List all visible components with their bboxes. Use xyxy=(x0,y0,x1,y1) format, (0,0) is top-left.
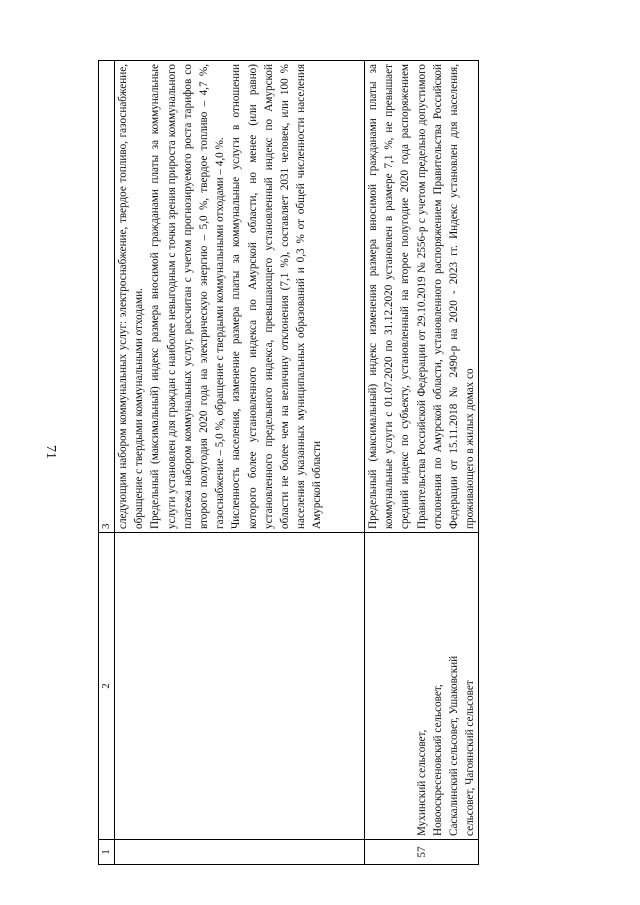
data-table xyxy=(98,60,479,865)
municipality-name: Саскалинский сельсовет, Ушаковский xyxy=(448,655,461,836)
table-row xyxy=(115,61,365,865)
row-number-cell: 57 xyxy=(365,840,479,865)
row-number-cell xyxy=(115,840,365,865)
municipality-name: Мухинский сельсовет, xyxy=(415,729,428,836)
table-header-row xyxy=(99,61,115,865)
description-cell xyxy=(115,61,365,533)
rotated-page xyxy=(98,60,600,865)
page-number: 71 xyxy=(43,445,58,459)
municipality-cell xyxy=(365,533,479,840)
paragraph: Предельный (максимальный) индекс размера вносимой гражданами платы за коммунальные услуги установлен для граждан с наиболее невыгодным с точки зрения прироста коммунального платежа набором коммунальных услуг, рассчитан с учетом прогнозируемого роста тарифов со второго полугодия 2020 года на электрическую энергию – 5,0 %, твердое топливо – 4,7 %, газоснабжение – 5,0 %, обращение с твердыми коммунальными отходами – 4,0 %. xyxy=(149,64,227,529)
paragraph: следующим набором коммунальных услуг: электроснабжение, твердое топливо, газоснабжение, обращение с твердыми коммунальными отходами. xyxy=(117,64,146,529)
table-row xyxy=(365,61,479,865)
paragraph: Численность населения, изменение размера платы за коммунальные услуги в отношении которого более установленного индекса по Амурской области, но менее (или равно) установленного предельного индекса, превышающего установленный индекс по Амурской области не более чем на величину отклонения (7,1 %), составляет 2031 человек, или 100 % населения указанных муниципальных образований и 0,3 % от общей численности населения Амурской области xyxy=(230,64,324,529)
municipality-name: сельсовет, Чагоянский сельсовет xyxy=(464,680,477,836)
municipality-cell xyxy=(115,533,365,840)
header-col-2: 2 xyxy=(99,533,115,840)
description-cell xyxy=(365,61,479,533)
municipality-name: Новоoскресеновский сельсовет, xyxy=(431,684,444,836)
header-col-3: 3 xyxy=(99,61,115,533)
header-col-1: 1 xyxy=(99,840,115,865)
paragraph: Предельный (максимальный) индекс изменения размера вносимой гражданами платы за коммунальные услуги с 01.07.2020 по 31.12.2020 установлен в размере 7,1 %, не превышает средний индекс по субъекту, установленный на второе полугодие 2020 года распоряжением Правительства Российской Федерации от 29.10.2019 № 2556-р с учетом предельно допустимого отклонения по Амурской области, установленного распоряжением Правительства Российской Федерации от 15.11.2018 № 2490-р на 2020 - 2023 гг. Индекс установлен для населения, проживающего в жилых домах со xyxy=(367,64,477,529)
